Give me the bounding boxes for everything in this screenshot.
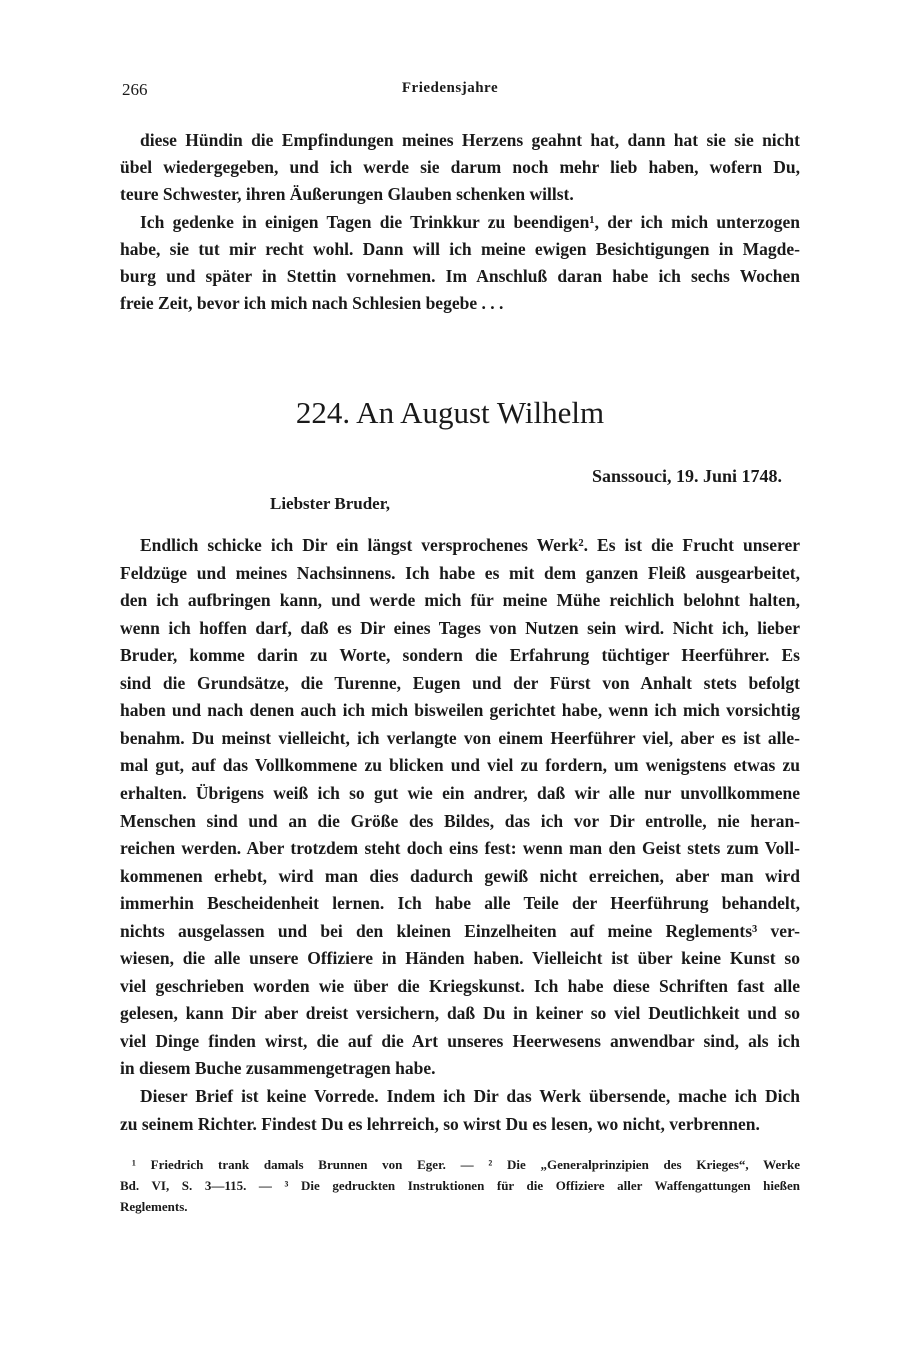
text-line: den ich aufbringen kann, und werde mich für meine Mühe reichlich belohnt halten, [120,590,800,611]
text-line: viel Dinge finden wirst, die auf die Art unseres Heerwesens anwendbar sind, als ich [120,1030,800,1051]
text-line: erhalten. Übrigens weiß ich so gut wie ein andrer, daß wir alle nur unvollkommene [120,782,800,803]
place-date: Sanssouci, 19. Juni 1748. [591,466,782,486]
salutation: Liebster Bruder, [270,494,390,513]
text-line: diese Hündin die Empfindungen meines Herzens geahnt hat, dann hat sie sie nicht [140,130,800,150]
text-line: Bruder, komme darin zu Worte, sondern die Erfahrung tüchtiger Heerführer. Es [120,645,800,666]
text-line: viel geschrieben worden wie über die Kriegskunst. Ich habe diese Schriften fast alle [120,975,800,996]
intro-text [120,127,800,327]
text-line: Dieser Brief ist keine Vorrede. Indem ich Dir das Werk übersende, mache ich Dich [140,1086,800,1106]
running-title: Friedensjahre [401,80,499,96]
text-line: wenn ich hoffen darf, daß es Dir eines Tages von Nutzen sein wird. Nicht ich, lieber [120,617,800,638]
text-line: gelesen, kann Dir aber dreist versichern, daß Du in keiner so viel Deutlichkeit und so [120,1003,800,1024]
text-line: mal gut, auf das Vollkommene zu blicken und viel zu fordern, um wenigstens etwas zu [120,755,800,776]
text-line: Feldzüge und meines Nachsinnens. Ich habe es mit dem ganzen Fleiß ausgearbeitet, [120,562,800,583]
footnotes [120,1155,800,1225]
text-line: Endlich schicke ich Dir ein längst versprochenes Werk². Es ist die Frucht unserer [140,535,800,555]
text-line: sind die Grundsätze, die Turenne, Eugen und der Fürst von Anhalt stets befolgt [120,672,800,693]
text-line: wiesen, die alle unsere Offiziere in Händen haben. Vielleicht ist über keine Kunst so [120,948,800,969]
text-line: kommenen erhebt, wird man dies dadurch gewiß nicht erreichen, aber man wird [120,865,800,886]
footnote-line: ¹ Friedrich trank damals Brunnen von Eger. — ² Die „Generalprinzipien des Krieges“, Werke [132,1157,800,1172]
text-line: haben und nach denen auch ich mich bisweilen gerichtet habe, wenn ich mich vorsichtig [120,700,800,721]
footnote-line: Reglements. [120,1199,188,1214]
text-line: burg und später in Stettin vornehmen. Im Anschluß daran habe ich sechs Wochen [120,266,800,286]
letter-title: 224. An August Wilhelm [295,395,605,430]
text-line: teure Schwester, ihren Äußerungen Glauben schenken willst. [120,184,574,205]
text-line: reichen werden. Aber trotzdem steht doch eins fest: wenn man den Geist stets zum Voll- [120,838,800,859]
text-line: in diesem Buche zusammengetragen habe. [120,1058,436,1079]
letter-body [120,532,800,1142]
text-line: Ich gedenke in einigen Tagen die Trinkkur zu beendigen¹, der ich mich unterzogen [140,211,800,232]
text-line: zu seinem Richter. Findest Du es lehrreich, so wirst Du es lesen, wo nicht, verbrennen. [120,1113,760,1134]
text-line: immerhin Bescheidenheit lernen. Ich habe alle Teile der Heerführung behandelt, [120,893,800,914]
text-line: übel wiedergegeben, und ich werde sie darum noch mehr lieb haben, wofern Du, [120,157,800,178]
page-number: 266 [122,80,148,99]
text-line: habe, sie tut mir recht wohl. Dann will ich meine ewigen Besichtigungen in Magde- [120,238,800,259]
text-line: Menschen sind und an die Größe des Bildes, das ich vor Dir entrolle, nie heran- [120,810,800,831]
text-line: benahm. Du meinst vielleicht, ich verlangte von einem Heerführer viel, aber es ist alle- [120,727,800,748]
text-line: freie Zeit, bevor ich mich nach Schlesien begebe . . . [120,293,504,314]
text-line: nichts ausgelassen und bei den kleinen Einzelheiten auf meine Reglements³ ver- [120,920,800,941]
footnote-line: Bd. VI, S. 3—115. — ³ Die gedruckten Instruktionen für die Offiziere aller Waffengattungen hießen [120,1178,800,1193]
